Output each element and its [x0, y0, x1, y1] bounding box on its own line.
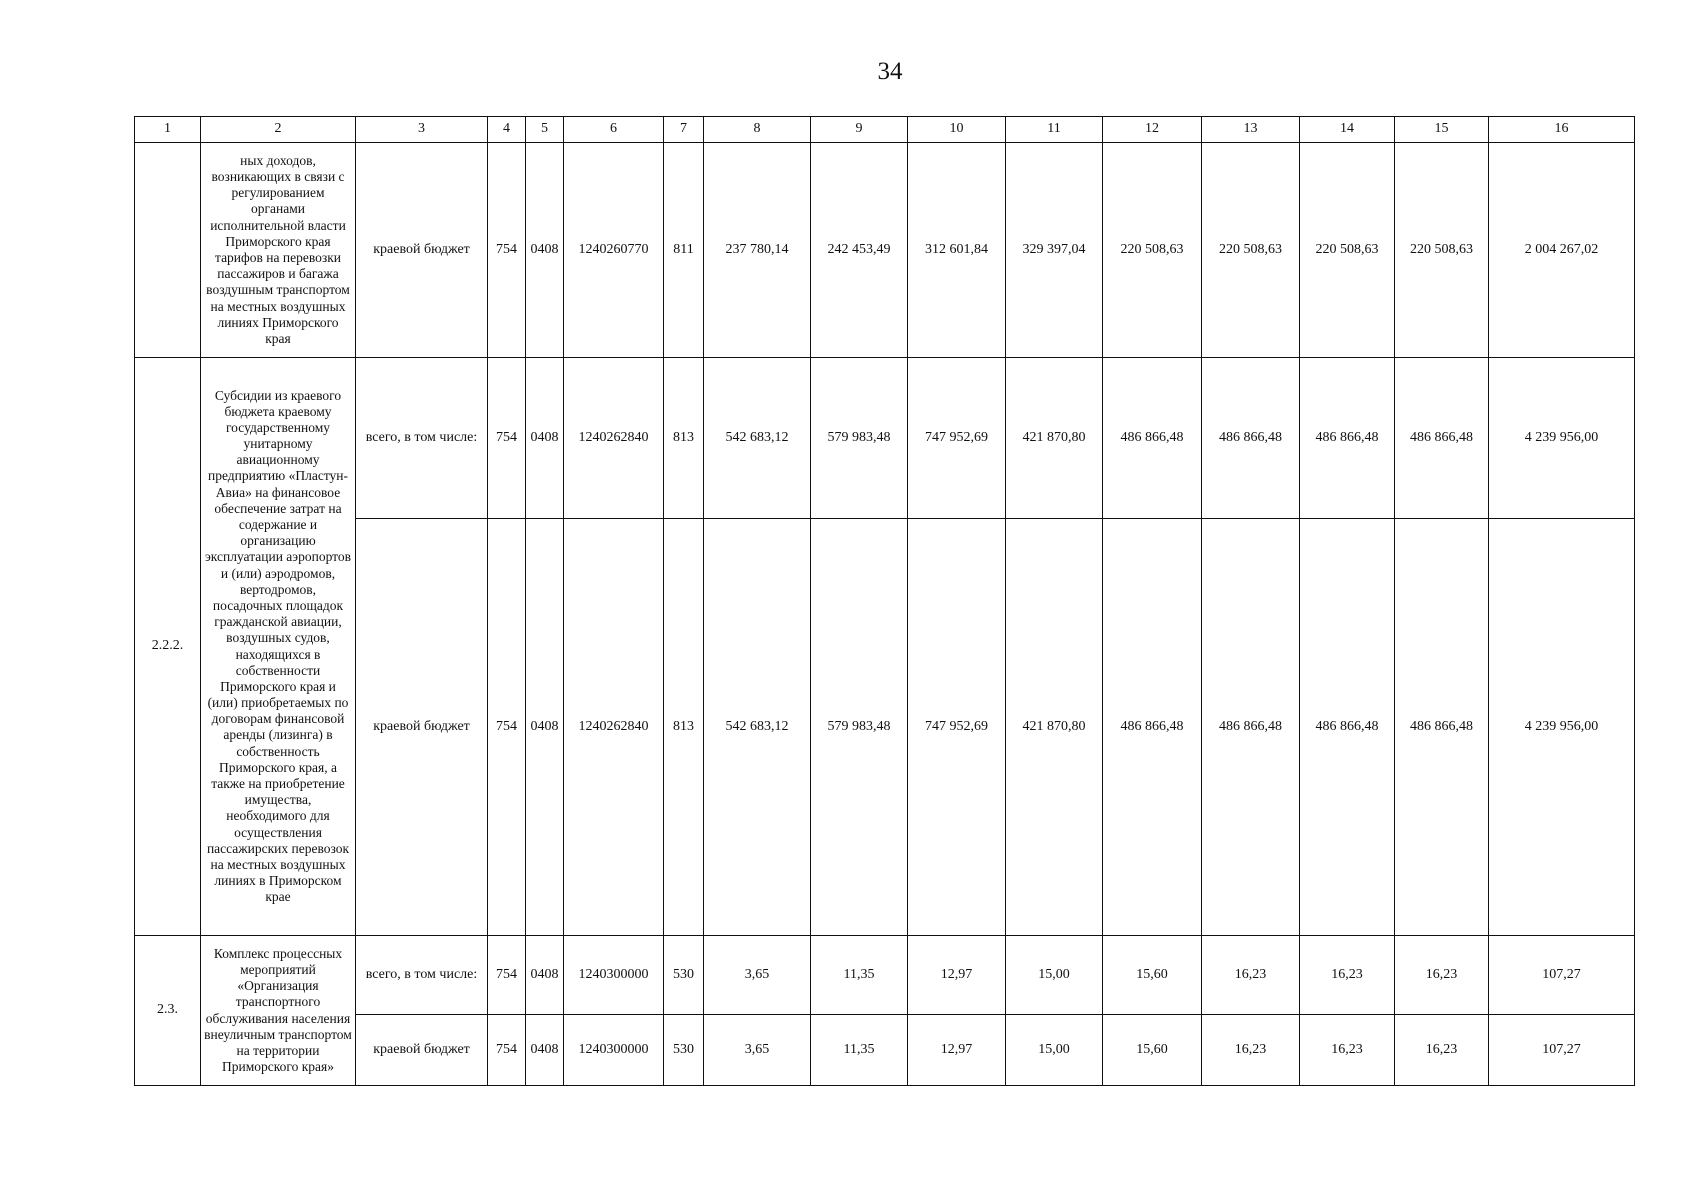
grbs-code: 754 [488, 358, 526, 519]
expense-type-code: 813 [664, 358, 704, 519]
value-cell: 747 952,69 [908, 358, 1006, 519]
value-cell: 11,35 [811, 936, 908, 1015]
value-cell: 486 866,48 [1103, 519, 1202, 936]
expense-type-code: 530 [664, 936, 704, 1015]
value-cell: 220 508,63 [1202, 143, 1300, 358]
expense-type-code: 811 [664, 143, 704, 358]
funding-source: всего, в том числе: [356, 936, 488, 1015]
column-header: 11 [1006, 117, 1103, 143]
value-cell: 486 866,48 [1395, 519, 1489, 936]
row-code: 2.2.2. [135, 358, 201, 936]
value-cell: 579 983,48 [811, 519, 908, 936]
value-cell: 15,60 [1103, 1015, 1202, 1086]
grbs-code: 754 [488, 143, 526, 358]
total-cell: 2 004 267,02 [1489, 143, 1635, 358]
expense-type-code: 813 [664, 519, 704, 936]
value-cell: 421 870,80 [1006, 358, 1103, 519]
value-cell: 421 870,80 [1006, 519, 1103, 936]
section-code: 0408 [526, 1015, 564, 1086]
value-cell: 15,00 [1006, 936, 1103, 1015]
grbs-code: 754 [488, 936, 526, 1015]
value-cell: 486 866,48 [1202, 358, 1300, 519]
total-cell: 4 239 956,00 [1489, 519, 1635, 936]
table-row [135, 519, 1635, 936]
column-header: 10 [908, 117, 1006, 143]
table-row [135, 936, 1635, 1015]
total-cell: 4 239 956,00 [1489, 358, 1635, 519]
budget-table [134, 116, 1635, 1086]
value-cell: 11,35 [811, 1015, 908, 1086]
header-row [135, 117, 1635, 143]
value-cell: 579 983,48 [811, 358, 908, 519]
value-cell: 329 397,04 [1006, 143, 1103, 358]
total-cell: 107,27 [1489, 936, 1635, 1015]
value-cell: 220 508,63 [1395, 143, 1489, 358]
value-cell: 12,97 [908, 936, 1006, 1015]
total-cell: 107,27 [1489, 1015, 1635, 1086]
value-cell: 486 866,48 [1395, 358, 1489, 519]
row-description: Субсидии из краевого бюджета краевому государственному унитарному авиационному предприятию «Пластун-Авиа» на финансовое обеспечение затрат на содержание и организацию эксплуатации аэропортов и (или) аэродромов, вертодромов, посадочных площадок гражданской авиации, воздушных судов, находящихся в собственности Приморского края и (или) приобретаемых по договорам финансовой аренды (лизинга) в собственность Приморского края, а также на приобретение имущества, необходимого для осуществления пассажирских перевозок на местных воздушных линиях в Приморском крае [201, 358, 356, 936]
grbs-code: 754 [488, 519, 526, 936]
target-article-code: 1240262840 [564, 519, 664, 936]
funding-source: всего, в том числе: [356, 358, 488, 519]
target-article-code: 1240262840 [564, 358, 664, 519]
value-cell: 16,23 [1300, 936, 1395, 1015]
table-row [135, 358, 1635, 519]
expense-type-code: 530 [664, 1015, 704, 1086]
page-number: 34 [877, 58, 903, 85]
section-code: 0408 [526, 519, 564, 936]
column-header: 12 [1103, 117, 1202, 143]
value-cell: 312 601,84 [908, 143, 1006, 358]
value-cell: 220 508,63 [1300, 143, 1395, 358]
value-cell: 16,23 [1202, 1015, 1300, 1086]
column-header: 2 [201, 117, 356, 143]
column-header: 9 [811, 117, 908, 143]
value-cell: 12,97 [908, 1015, 1006, 1086]
grbs-code: 754 [488, 1015, 526, 1086]
value-cell: 220 508,63 [1103, 143, 1202, 358]
column-header: 1 [135, 117, 201, 143]
column-header: 14 [1300, 117, 1395, 143]
row-code [135, 143, 201, 358]
column-header: 3 [356, 117, 488, 143]
section-code: 0408 [526, 936, 564, 1015]
value-cell: 237 780,14 [704, 143, 811, 358]
value-cell: 242 453,49 [811, 143, 908, 358]
column-header: 7 [664, 117, 704, 143]
value-cell: 16,23 [1300, 1015, 1395, 1086]
target-article-code: 1240300000 [564, 1015, 664, 1086]
column-header: 5 [526, 117, 564, 143]
funding-source: краевой бюджет [356, 143, 488, 358]
funding-source: краевой бюджет [356, 519, 488, 936]
table-row [135, 143, 1635, 358]
column-header: 8 [704, 117, 811, 143]
column-header: 13 [1202, 117, 1300, 143]
value-cell: 3,65 [704, 936, 811, 1015]
value-cell: 747 952,69 [908, 519, 1006, 936]
value-cell: 16,23 [1395, 1015, 1489, 1086]
value-cell: 486 866,48 [1202, 519, 1300, 936]
value-cell: 542 683,12 [704, 358, 811, 519]
value-cell: 542 683,12 [704, 519, 811, 936]
value-cell: 15,60 [1103, 936, 1202, 1015]
target-article-code: 1240300000 [564, 936, 664, 1015]
column-header: 4 [488, 117, 526, 143]
table-row [135, 1015, 1635, 1086]
row-code: 2.3. [135, 936, 201, 1086]
value-cell: 15,00 [1006, 1015, 1103, 1086]
value-cell: 486 866,48 [1300, 358, 1395, 519]
row-description: Комплекс процессных мероприятий «Организация транспортного обслуживания населения внеуличным транспортом на территории Приморского края» [201, 936, 356, 1086]
column-header: 16 [1489, 117, 1635, 143]
section-code: 0408 [526, 143, 564, 358]
value-cell: 486 866,48 [1103, 358, 1202, 519]
value-cell: 16,23 [1395, 936, 1489, 1015]
value-cell: 16,23 [1202, 936, 1300, 1015]
value-cell: 486 866,48 [1300, 519, 1395, 936]
funding-source: краевой бюджет [356, 1015, 488, 1086]
section-code: 0408 [526, 358, 564, 519]
value-cell: 3,65 [704, 1015, 811, 1086]
column-header: 6 [564, 117, 664, 143]
column-header: 15 [1395, 117, 1489, 143]
target-article-code: 1240260770 [564, 143, 664, 358]
row-description: ных доходов, возникающих в связи с регулированием органами исполнительной власти Приморского края тарифов на перевозки пассажиров и багажа воздушным транспортом на местных воздушных линиях Приморского края [201, 143, 356, 358]
